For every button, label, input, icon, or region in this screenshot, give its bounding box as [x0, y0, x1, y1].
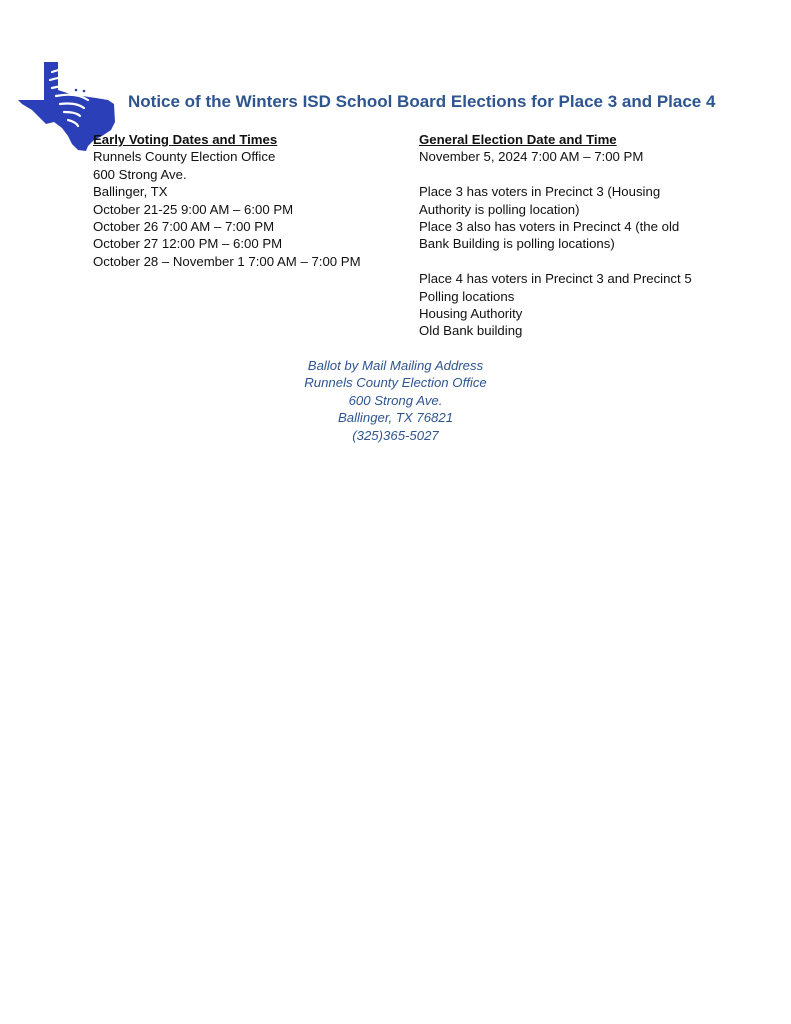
- place4-line: Housing Authority: [419, 306, 523, 322]
- mail-ballot-line: 600 Strong Ave.: [348, 392, 443, 408]
- place3-line: Authority is polling location): [419, 201, 580, 217]
- page-title: Notice of the Winters ISD School Board Elections for Place 3 and Place 4: [128, 92, 716, 111]
- mail-ballot-phone: (325)365-5027: [352, 427, 439, 443]
- general-election-heading: General Election Date and Time: [419, 132, 617, 147]
- place3-line: Bank Building is polling locations): [419, 236, 615, 252]
- early-voting-line: October 26 7:00 AM – 7:00 PM: [93, 219, 275, 235]
- early-voting-line: October 27 12:00 PM – 6:00 PM: [93, 236, 283, 252]
- early-voting-section: [93, 131, 361, 270]
- place4-line: Polling locations: [419, 288, 515, 304]
- early-voting-line: Ballinger, TX: [93, 184, 168, 200]
- mail-ballot-line: Ballinger, TX 76821: [337, 410, 454, 426]
- early-voting-line: October 21-25 9:00 AM – 6:00 PM: [93, 201, 294, 217]
- mail-ballot-section: [0, 357, 791, 444]
- place3-line: Place 3 has voters in Precinct 3 (Housing: [419, 184, 661, 200]
- spacer: [419, 253, 692, 270]
- general-election-date: November 5, 2024 7:00 AM – 7:00 PM: [419, 149, 644, 165]
- spacer: [419, 166, 692, 183]
- early-voting-line: Runnels County Election Office: [93, 149, 276, 165]
- early-voting-heading: Early Voting Dates and Times: [93, 132, 278, 147]
- mail-ballot-line: Ballot by Mail Mailing Address: [307, 358, 484, 373]
- place4-line: Old Bank building: [419, 323, 523, 339]
- general-election-section: [419, 131, 692, 340]
- place4-line: Place 4 has voters in Precinct 3 and Precinct 5: [419, 271, 692, 287]
- place3-line: Place 3 also has voters in Precinct 4 (the old: [419, 219, 680, 235]
- mail-ballot-line: Runnels County Election Office: [304, 375, 487, 391]
- early-voting-line: 600 Strong Ave.: [93, 166, 187, 182]
- early-voting-line: October 28 – November 1 7:00 AM – 7:00 PM: [93, 253, 361, 269]
